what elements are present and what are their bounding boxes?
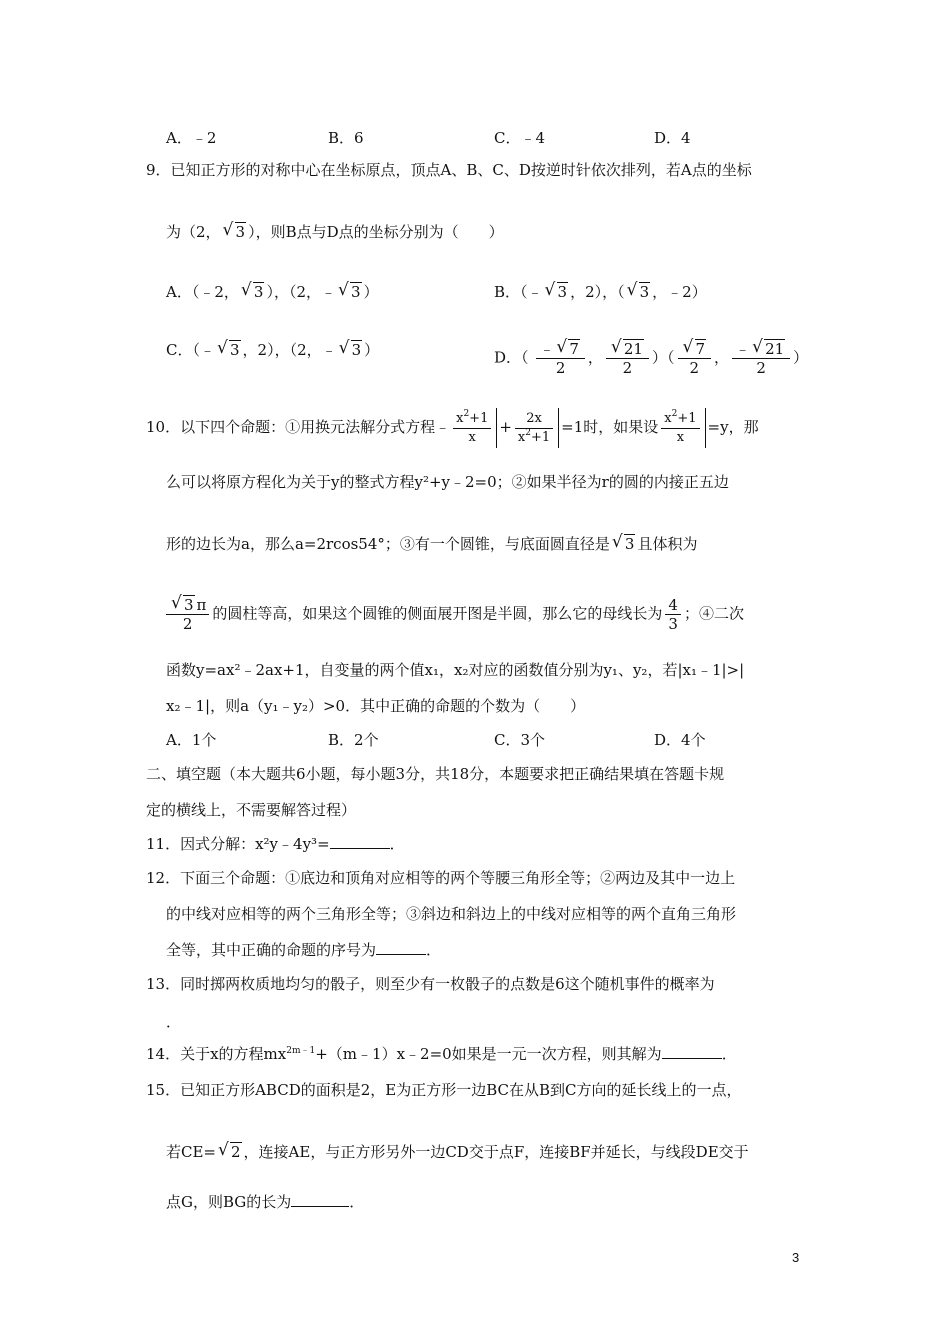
q10-line-2: 么可以将原方程化为关于y的整式方程y²+y﹣2=0；②如果半径为r的圆的内接正五边: [166, 473, 729, 491]
q10-option-a: A．1个: [166, 731, 217, 749]
q15-line-2: 若CE=√ 2 ，连接AE，与正方形另外一边CD交于点F，连接BF并延长，与线段DE交于: [166, 1142, 749, 1162]
q12-line-1: 12．下面三个命题：①底边和顶角对应相等的两个等腰三角形全等；②两边及其中一边上: [146, 869, 736, 887]
q15-answer-blank: [291, 1206, 349, 1207]
q8-option-a: A．﹣2: [166, 129, 217, 147]
q13-line-1: 13．同时掷两枚质地均匀的骰子，则至少有一枚骰子的点数是6这个随机事件的概率为: [146, 975, 715, 993]
q8-option-b: B．6: [328, 129, 364, 147]
q8-option-d: D．4: [654, 129, 691, 147]
q11-answer-blank: [330, 848, 390, 849]
q13-line-2: ．: [166, 1013, 182, 1031]
section-2-heading-line-2: 定的横线上，不需要解答过程）: [146, 801, 357, 819]
q10-line-6: x₂﹣1|，则a（y₁﹣y₂）>0．其中正确的命题的个数为（ ）: [166, 697, 586, 715]
q9-option-d: D．（ $\frac{﹣√ 7}{2}$ ， √ $\frac{21}{2}$ ）（ √ $\frac{7}{2}$ ， $\frac{﹣√ 21}{2}$ ）: [494, 340, 808, 377]
q9-line-1: 9．已知正方形的对称中心在坐标原点，顶点A、B、C、D按逆时针依次排列，若A点的坐标: [146, 161, 752, 179]
q8-option-c: C．﹣4: [494, 129, 546, 147]
q10-line-4: √ $\frac{3 \pi}{2}$ 的圆柱等高，如果这个圆锥的侧面展开图是半圆，那么它的母线长为 $\frac{4}{3}$ ；④二次: [166, 596, 744, 633]
q10-option-b: B．2个: [328, 731, 379, 749]
q9-option-b: B．（﹣√ 3 ，2），（√ 3 ，﹣2）: [494, 282, 707, 302]
section-2-heading-line-1: 二、填空题（本大题共6小题，每小题3分，共18分，本题要求把正确结果填在答题卡规: [146, 765, 725, 783]
q12-answer-blank: [376, 954, 426, 955]
q12-line-2: 的中线对应相等的两个三角形全等；③斜边和斜边上的中线对应相等的两个直角三角形: [166, 905, 737, 923]
q9-option-c: C．（﹣√ 3 ，2），（2，﹣√ 3 ）: [166, 340, 379, 360]
q9-line-2: 为（2，√ 3 ），则B点与D点的坐标分别为（ ）: [166, 222, 504, 242]
q10-line-3: 形的边长为a，那么a=2rcos54°；③有一个圆锥，与底面圆直径是√ 3 且体积为: [166, 534, 697, 554]
q10-option-d: D．4个: [654, 731, 706, 749]
q11-line: 11．因式分解：x²y﹣4y³= ．: [146, 835, 405, 853]
q12-line-3: 全等，其中正确的命题的序号为 ．: [166, 941, 442, 959]
q15-line-1: 15．已知正方形ABCD的面积是2，E为正方形一边BC在从B到C方向的延长线上的一点，: [146, 1081, 742, 1099]
q10-line-5: 函数y=ax²﹣2ax+1，自变量的两个值x₁，x₂对应的函数值分别为y₁、y₂，若|x₁﹣1|>|: [166, 661, 745, 679]
q9-option-a: A．（﹣2，√ 3 ），（2，﹣√ 3 ）: [166, 282, 379, 302]
page-number: 3: [792, 1250, 800, 1265]
q14-answer-blank: [662, 1058, 722, 1059]
q10-option-c: C．3个: [494, 731, 546, 749]
q10-line-1: 10．以下四个命题：①用换元法解分式方程﹣ $\frac{x^2+1}{x}$ + $\frac{2x}{x^2+1}$ =1时，如果设 $\frac{x^2+1}{x}$ =y，那: [146, 408, 759, 448]
q15-line-3: 点G，则BG的长为 ．: [166, 1193, 365, 1211]
q14-line: 14．关于x的方程$mx^{2m﹣1}+(m﹣1)x﹣2=0$如果是一元一次方程，则其解为 ．: [146, 1045, 737, 1063]
sqrt-3: √ 3: [223, 222, 247, 242]
